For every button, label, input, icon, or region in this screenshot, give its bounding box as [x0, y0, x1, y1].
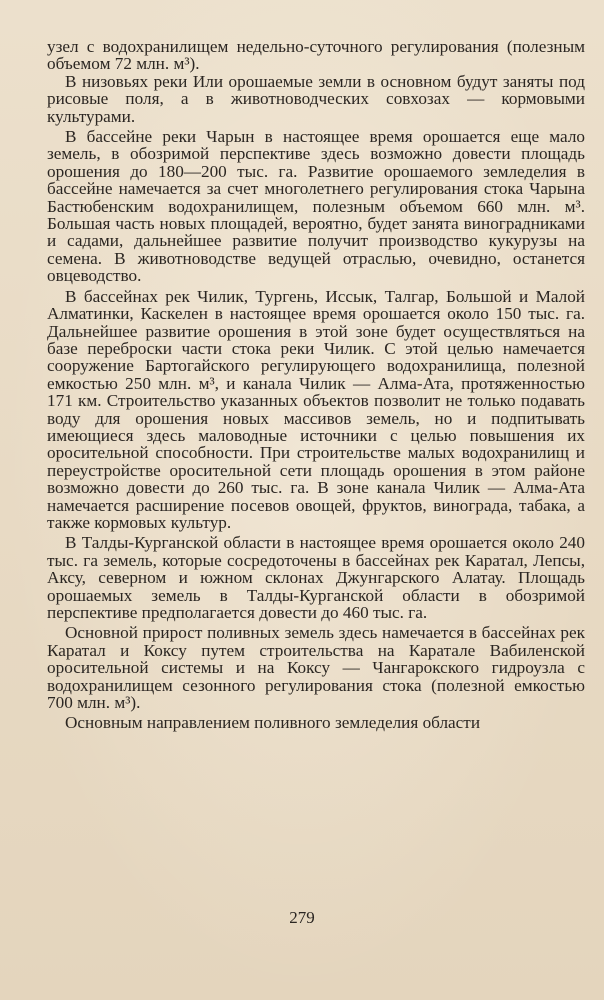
paragraph-6: Основной прирост поливных земель здесь намечается в бассейнах рек Каратал и Коксу путем строительства на Каратале Вабиленской оросительной системы и на Коксу — Чангарокского гидроузла с водохранилищем сезонного регулирования стока (полезной емкостью 700 млн. м³).: [47, 623, 585, 713]
paragraph-5: В Талды-Курганской области в настоящее время орошается около 240 тыс. га земель, которые сосредоточены в бассейнах рек Каратал, Лепсы, Аксу, северном и южном склонах Джунгарского Алатау. Площадь орошаемых земель в Талды-Курганской области в обозримой перспективе предполагается довести до 460 тыс. га.: [47, 533, 585, 622]
paragraph-1: узел с водохранилищем недельно-суточного регулирования (полезным объемом 72 млн. м³).: [47, 37, 585, 74]
paragraph-4: В бассейнах рек Чилик, Тургень, Иссык, Талгар, Большой и Малой Алматинки, Каскелен в настоящее время орошается около 150 тыс. га. Дальнейшее развитие орошения в этой зоне будет осуществляться на базе переброски части стока реки Чилик. С этой целью намечается сооружение Бартогайского регулирующего водохранилища, полезной емкостью 250 млн. м³, и канала Чилик — Алма-Ата, протяженностью 171 км. Строительство указанных объектов позволит не только подавать воду для орошения новых массивов земель, но и подпитывать имеющиеся здесь маловодные источники с целью повышения их оросительной способности. При строительстве малых водохранилищ и переустройстве оросительной сети площадь орошения в этом районе возможно довести до 260 тыс. га. В зоне канала Чилик — Алма-Ата намечается расширение посевов овощей, фруктов, винограда, табака, а также кормовых культур.: [47, 286, 585, 532]
paragraph-7: Основным направлением поливного земледелия области: [65, 713, 481, 733]
paragraph-3: В бассейне реки Чарын в настоящее время орошается еще мало земель, в обозримой перспективе здесь возможно довести площадь орошения до 180—200 тыс. га. Развитие орошаемого земледелия в бассейне намечается за счет многолетнего регулирования стока Чарына Бастюбенским водохранилищем, полезным объемом 660 млн. м³. Большая часть новых площадей, вероятно, будет занята виноградниками и садами, дальнейшее развитие получит производство кукурузы на семена. В животноводстве ведущей отраслью, очевидно, останется овцеводство.: [47, 127, 585, 286]
paragraph-2: В низовьях реки Или орошаемые земли в основном будут заняты под рисовые поля, а в животноводческих совхозах — кормовыми культурами.: [47, 71, 585, 126]
body-text: [47, 38, 585, 732]
page-number: 279: [289, 908, 315, 927]
